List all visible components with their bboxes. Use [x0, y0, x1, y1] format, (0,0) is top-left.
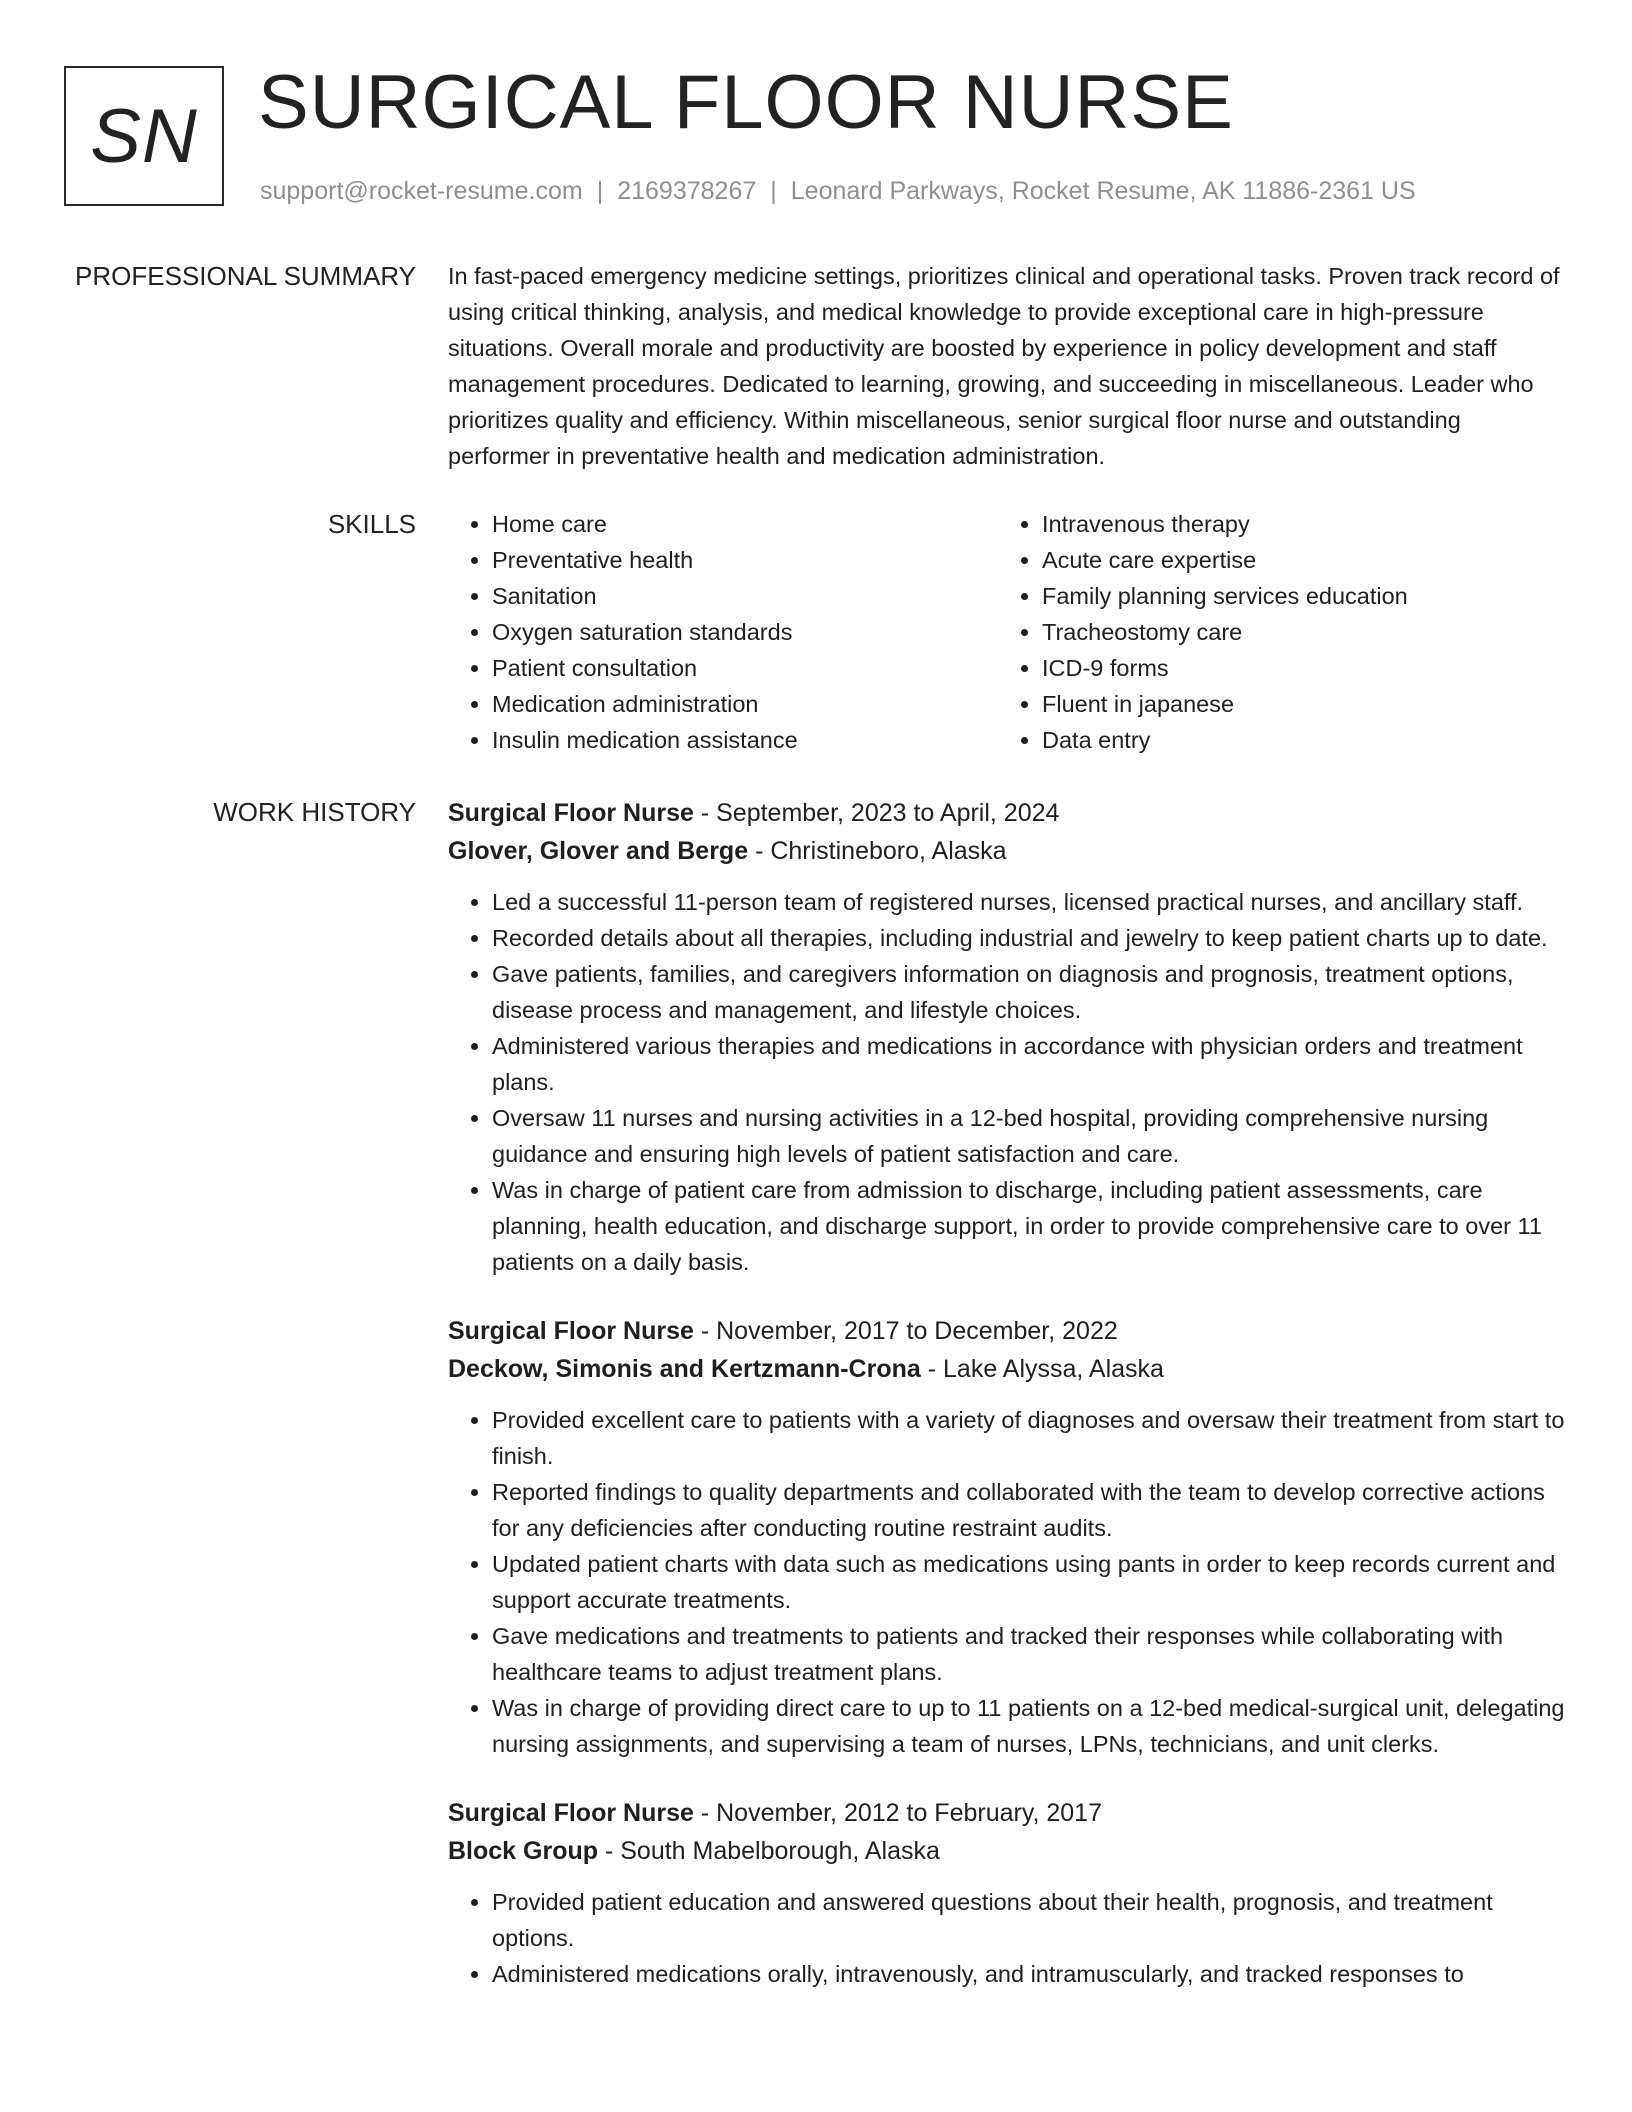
job-heading	[448, 1794, 1568, 1832]
job-bullet: • Updated patient charts with data such as medications using pants in order to keep records current and support accurate treatments.	[492, 1546, 1568, 1618]
skill-item: • Data entry	[1042, 722, 1548, 758]
skill-item: • Home care	[492, 506, 998, 542]
skill-item: • Sanitation	[492, 578, 998, 614]
job-location: - Lake Alyssa, Alaska	[927, 1355, 1164, 1383]
job-bullet: • Was in charge of patient care from admission to discharge, including patient assessments, care planning, health education, and discharge support, in order to provide comprehensive care to over 11 patients on a daily basis.	[492, 1172, 1568, 1280]
job-bullets	[448, 1884, 1568, 1992]
skills-list-left	[448, 506, 998, 758]
job-bullet: • Recorded details about all therapies, including industrial and jewelry to keep patient charts up to date.	[492, 920, 1568, 956]
monogram-initials: SN	[90, 93, 198, 179]
contact-separator: |	[770, 177, 777, 205]
job-employer	[448, 1350, 1568, 1388]
contact-email[interactable]: support@rocket-resume.com	[260, 177, 583, 205]
skill-item: • Oxygen saturation standards	[492, 614, 998, 650]
job-bullets	[448, 884, 1568, 1280]
job-company: Block Group	[448, 1837, 599, 1865]
job-dates: - November, 2017 to December, 2022	[700, 1317, 1118, 1345]
summary-text: In fast-paced emergency medicine settings, prioritizes clinical and operational tasks. Proven track record of using critical thinking, analysis, and medical knowledge to provide exceptional care in high-pressure situations. Overall morale and productivity are boosted by experience in policy development and staff management procedures. Dedicated to learning, growing, and succeeding in miscellaneous. Leader who prioritizes quality and efficiency. Within miscellaneous, senior surgical floor nurse and outstanding performer in preventative health and medication administration.	[448, 263, 1560, 469]
job-dates: - November, 2012 to February, 2017	[700, 1799, 1102, 1827]
resume-title: SURGICAL FLOOR NURSE	[258, 60, 1234, 145]
job-location: - Christineboro, Alaska	[755, 837, 1007, 865]
job-bullet: • Administered various therapies and medications in accordance with physician orders and treatment plans.	[492, 1028, 1568, 1100]
job-bullet: • Gave patients, families, and caregivers information on diagnosis and prognosis, treatment options, disease process and management, and lifestyle choices.	[492, 956, 1568, 1028]
job-bullet: • Administered medications orally, intravenously, and intramuscularly, and tracked responses to	[492, 1956, 1568, 1992]
skill-item: • Tracheostomy care	[1042, 614, 1548, 650]
skill-item: • Preventative health	[492, 542, 998, 578]
contact-phone[interactable]: 2169378267	[617, 177, 757, 205]
job-title: Surgical Floor Nurse	[448, 1799, 694, 1827]
job-company: Deckow, Simonis and Kertzmann-Crona	[448, 1355, 921, 1383]
job-company: Glover, Glover and Berge	[448, 837, 749, 865]
job-bullet: • Provided excellent care to patients with a variety of diagnoses and oversaw their treatment from start to finish.	[492, 1402, 1568, 1474]
skill-item: • Family planning services education	[1042, 578, 1548, 614]
summary-body	[448, 258, 1568, 474]
contact-line	[260, 174, 1416, 208]
skill-item: • Insulin medication assistance	[492, 722, 998, 758]
skills-grid	[448, 506, 1568, 758]
work-history-body	[448, 794, 1568, 2024]
skills-body	[448, 506, 1568, 758]
job-heading	[448, 1312, 1568, 1350]
monogram-box	[64, 66, 224, 206]
contact-separator: |	[596, 177, 604, 205]
skill-item: • Medication administration	[492, 686, 998, 722]
job-bullet: • Reported findings to quality departments and collaborated with the team to develop corrective actions for any deficiencies after conducting routine restraint audits.	[492, 1474, 1568, 1546]
job-bullet: • Led a successful 11-person team of registered nurses, licensed practical nurses, and ancillary staff.	[492, 884, 1568, 920]
job-bullet: • Oversaw 11 nurses and nursing activities in a 12-bed hospital, providing comprehensive nursing guidance and ensuring high levels of patient satisfaction and care.	[492, 1100, 1568, 1172]
job-entry	[448, 794, 1568, 1280]
skill-item: • Acute care expertise	[1042, 542, 1548, 578]
summary-heading: PROFESSIONAL SUMMARY	[75, 261, 416, 291]
work-history-heading: WORK HISTORY	[213, 797, 416, 827]
skill-item: • Fluent in japanese	[1042, 686, 1548, 722]
job-bullet: • Gave medications and treatments to patients and tracked their responses while collaborating with healthcare teams to adjust treatment plans.	[492, 1618, 1568, 1690]
job-bullet: • Was in charge of providing direct care to up to 11 patients on a 12-bed medical-surgical unit, delegating nursing assignments, and supervising a team of nurses, LPNs, technicians, and unit clerks.	[492, 1690, 1568, 1762]
skills-heading: SKILLS	[327, 509, 416, 539]
skill-item: • Intravenous therapy	[1042, 506, 1548, 542]
contact-address: Leonard Parkways, Rocket Resume, AK 11886-2361 US	[790, 177, 1416, 205]
job-heading	[448, 794, 1568, 832]
skill-item: • Patient consultation	[492, 650, 998, 686]
job-employer	[448, 832, 1568, 870]
job-bullet: • Provided patient education and answered questions about their health, prognosis, and treatment options.	[492, 1884, 1568, 1956]
job-dates: - September, 2023 to April, 2024	[700, 799, 1060, 827]
job-employer	[448, 1832, 1568, 1870]
job-location: - South Mabelborough, Alaska	[604, 1837, 940, 1865]
job-bullets	[448, 1402, 1568, 1762]
job-entry	[448, 1312, 1568, 1762]
job-entry	[448, 1794, 1568, 1992]
job-title: Surgical Floor Nurse	[448, 1317, 694, 1345]
skill-item: • ICD-9 forms	[1042, 650, 1548, 686]
job-title: Surgical Floor Nurse	[448, 799, 694, 827]
skills-list-right	[998, 506, 1548, 758]
